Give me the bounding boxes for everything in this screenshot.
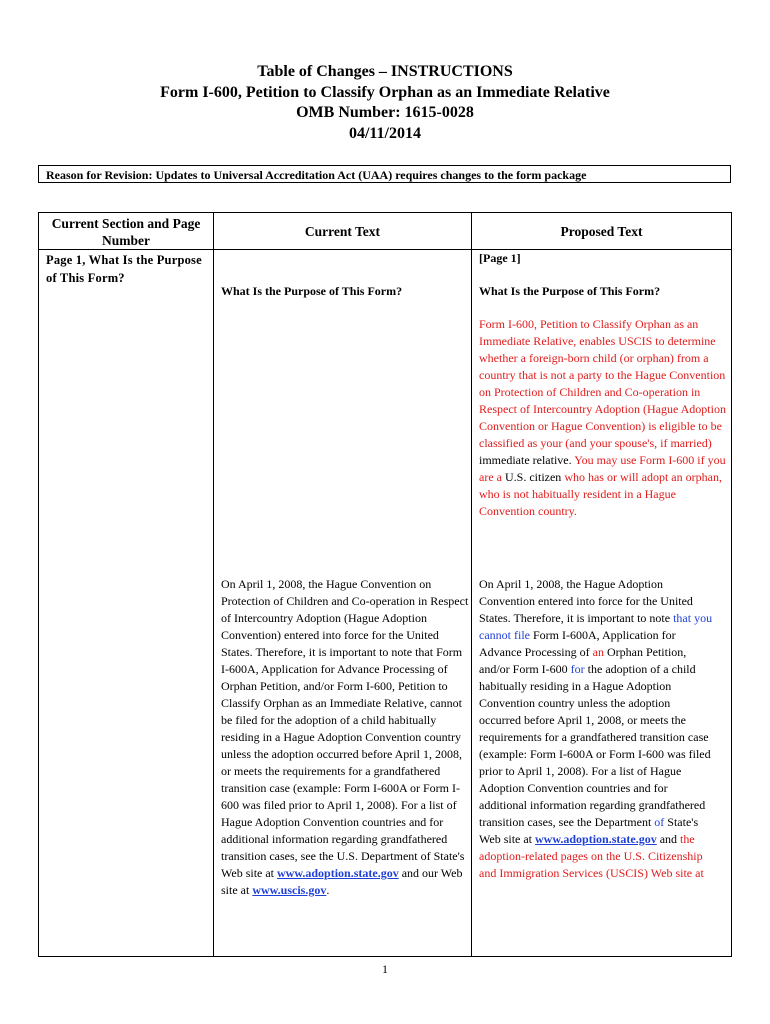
table-row	[39, 250, 732, 957]
document-header	[0, 62, 770, 144]
header-proposed-text: Proposed Text	[560, 223, 643, 239]
page-number: 1	[382, 962, 388, 976]
changes-table	[38, 212, 732, 957]
proposed-p2-red-d: an	[592, 645, 604, 659]
proposed-paragraph-2	[479, 576, 714, 882]
proposed-text-cell	[472, 250, 731, 956]
header-title: Table of Changes – INSTRUCTIONS	[257, 63, 513, 80]
proposed-heading: What Is the Purpose of This Form?	[479, 284, 661, 298]
proposed-p2-text-a: On April 1, 2008, the Hague Adoption Convention entered into force for the United States. Therefore, it is important to note	[479, 577, 693, 625]
header-date: 04/11/2014	[348, 124, 421, 142]
proposed-black-text-2: U.S. citizen	[501, 470, 562, 484]
proposed-paragraph-1	[479, 316, 727, 520]
proposed-p2-text-i: State's Web site at	[479, 815, 699, 846]
proposed-p2-blue-f: for	[570, 662, 585, 676]
header-section: Current Section and Page Number	[51, 216, 201, 248]
current-adoption-link[interactable]: www.adoption.state.gov	[277, 866, 399, 880]
proposed-p2-text-e: Orphan Petition, and/or Form I-600	[479, 645, 687, 676]
current-paragraph-text: On April 1, 2008, the Hague Convention on Protection of Children and Co-operation in Respect of Intercountry Adoption (Hague Adoption Convention) entered into force for the United States. Therefore, it is important to note that Form I-600A, Application for Advance Processing of Orphan Petition, and/or Form I-600, Petition to Classify Orphan as an Immediate Relative, cannot be filed for the adoption of a child habitually residing in a Hague Adoption Convention country unless the adoption occurred before April 1, 2008, or meets the requirements for a grandfathered transition case (example: Form I-600A or Form I-600 was filed prior to April 1, 2008). For a list of Hague Adoption Convention countries and for additional information regarding grandfathered transition cases, see the U.S. Department of State's Web site at	[221, 577, 469, 880]
proposed-red-text-1: Form I-600, Petition to Classify Orphan as an Immediate Relative, enables USCIS to determine whether a foreign-born child (or orphan) from a country that is not a party to the Hague Convention on Protection of Children and Co-operation in Respect of Intercountry Adoption (Hague Adoption Convention or Hague Convention) is eligible to be classified as your (and your spouse's, if married)	[479, 317, 726, 450]
proposed-black-text-1: immediate relative.	[479, 453, 572, 467]
header-current-text: Current Text	[304, 223, 381, 239]
proposed-red-text-3: who has or will adopt an orphan, who is not habitually resident in a Hague Convention country.	[479, 470, 722, 518]
proposed-p2-text-c: Form I-600A, Application for Advance Processing of	[479, 628, 676, 659]
reason-for-revision: Reason for Revision: Updates to Universal Accreditation Act (UAA) requires changes to the form package	[38, 165, 731, 183]
section-cell: Page 1, What Is the Purpose of This Form?	[46, 253, 202, 285]
proposed-adoption-link[interactable]: www.adoption.state.gov	[535, 832, 657, 846]
header-omb-number: OMB Number: 1615-0028	[296, 104, 474, 121]
current-heading: What Is the Purpose of This Form?	[221, 284, 403, 298]
proposed-p2-blue-h: of	[654, 815, 665, 829]
current-paragraph	[221, 576, 469, 899]
proposed-p2-text-j: and	[656, 832, 681, 846]
current-uscis-link[interactable]: www.uscis.gov	[252, 883, 327, 897]
header-form-name: Form I-600, Petition to Classify Orphan as an Immediate Relative	[160, 83, 610, 101]
proposed-page-label: [Page 1]	[479, 251, 521, 265]
current-mid-text: and our Web site at	[221, 866, 463, 897]
proposed-red-text-2: You may use Form I-600 if you are a	[479, 453, 726, 484]
current-end-text: .	[326, 883, 330, 897]
proposed-p2-blue-b: that you cannot file	[479, 611, 713, 642]
current-text-cell	[214, 250, 471, 956]
table-header-row	[39, 213, 732, 250]
proposed-p2-text-g: the adoption of a child habitually residing in a Hague Adoption Convention country unless the adoption occurred before April 1, 2008, or meets the requirements for a grandfathered transition case (example: Form I-600A or Form I-600 was filed prior to April 1, 2008). For a list of Hague Adoption Convention countries and for additional information regarding grandfathered transition cases, see the Department	[479, 662, 711, 829]
proposed-p2-red-k: the adoption-related pages on the U.S. Citizenship and Immigration Services (USCIS) Web site at	[479, 832, 704, 880]
